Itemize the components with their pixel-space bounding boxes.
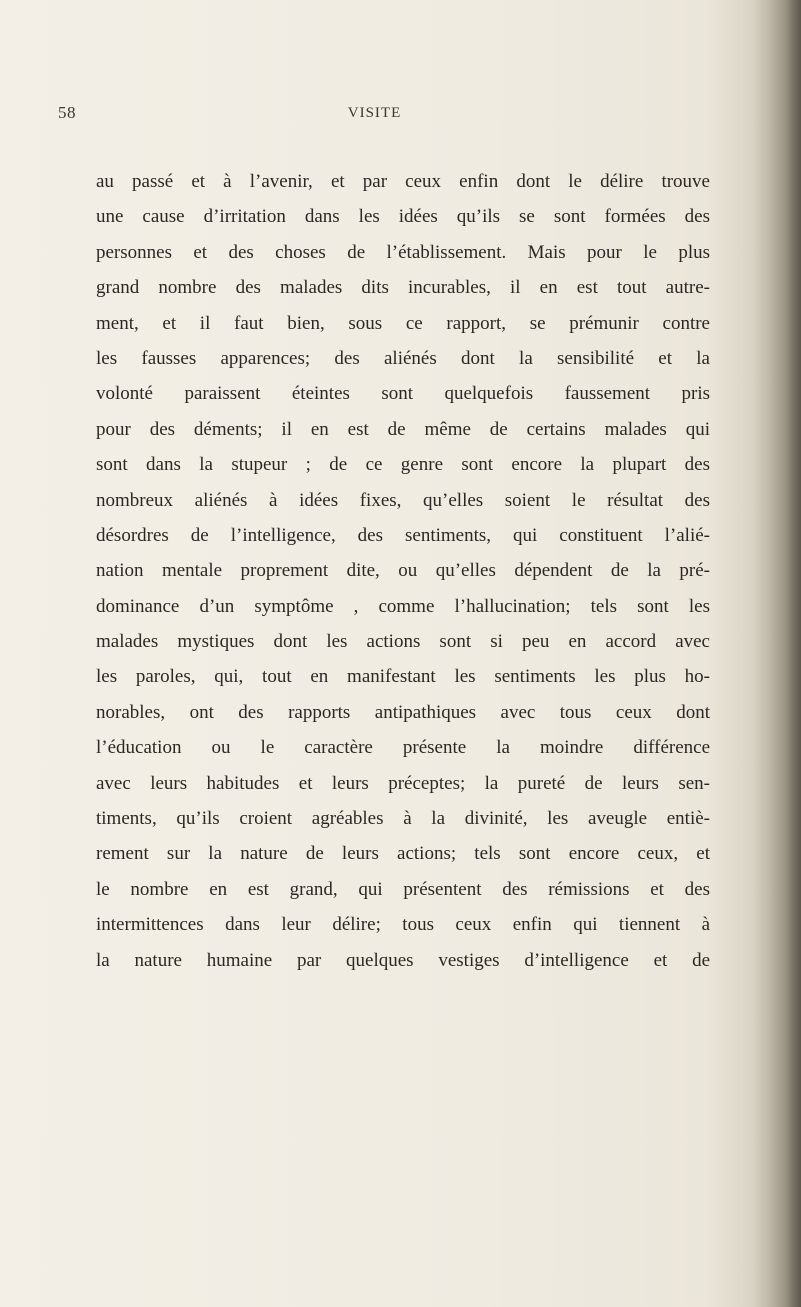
text-line: la nature humaine par quelques vestiges d’intelligence et de xyxy=(96,949,710,971)
text-line: rement sur la nature de leurs actions; tels sont encore ceux, et xyxy=(96,843,710,865)
text-line: malades mystiques dont les actions sont si peu en accord avec xyxy=(96,631,710,653)
text-line: l’éducation ou le caractère présente la moindre différence xyxy=(96,737,710,759)
text-line: dominance d’un symptôme , comme l’hallucination; tels sont les xyxy=(96,595,710,617)
text-line: timents, qu’ils croient agréables à la divinité, les aveugle entiè- xyxy=(96,808,710,830)
text-line: volonté paraissent éteintes sont quelquefois faussement pris xyxy=(96,383,710,405)
text-line: ment, et il faut bien, sous ce rapport, se prémunir contre xyxy=(96,312,710,334)
running-head: VISITE xyxy=(347,105,402,121)
text-line: norables, ont des rapports antipathiques avec tous ceux dont xyxy=(96,701,710,723)
text-line: le nombre en est grand, qui présentent des rémissions et des xyxy=(96,878,710,900)
text-line: nombreux aliénés à idées fixes, qu’elles soient le résultat des xyxy=(96,489,710,511)
text-line: les paroles, qui, tout en manifestant les sentiments les plus ho- xyxy=(96,666,710,688)
text-line: sont dans la stupeur ; de ce genre sont encore la plupart des xyxy=(96,454,710,476)
text-line: désordres de l’intelligence, des sentiments, qui constituent l’alié- xyxy=(96,524,710,546)
text-line: avec leurs habitudes et leurs préceptes; la pureté de leurs sen- xyxy=(96,772,710,794)
page-number: 58 xyxy=(58,103,76,122)
body-paragraph xyxy=(96,164,710,978)
page-edge-shadow xyxy=(753,0,801,1307)
text-line: nation mentale proprement dite, ou qu’elles dépendent de la pré- xyxy=(96,560,710,582)
text-line: pour des déments; il en est de même de certains malades qui xyxy=(96,418,710,440)
text-line: intermittences dans leur délire; tous ceux enfin qui tiennent à xyxy=(96,914,710,936)
text-line: grand nombre des malades dits incurables, il en est tout autre- xyxy=(96,277,710,299)
text-line: une cause d’irritation dans les idées qu’ils se sont formées des xyxy=(96,206,710,228)
text-line: au passé et à l’avenir, et par ceux enfin dont le délire trouve xyxy=(96,171,710,192)
text-line: personnes et des choses de l’établissement. Mais pour le plus xyxy=(96,241,710,263)
text-line: les fausses apparences; des aliénés dont la sensibilité et la xyxy=(96,347,710,369)
